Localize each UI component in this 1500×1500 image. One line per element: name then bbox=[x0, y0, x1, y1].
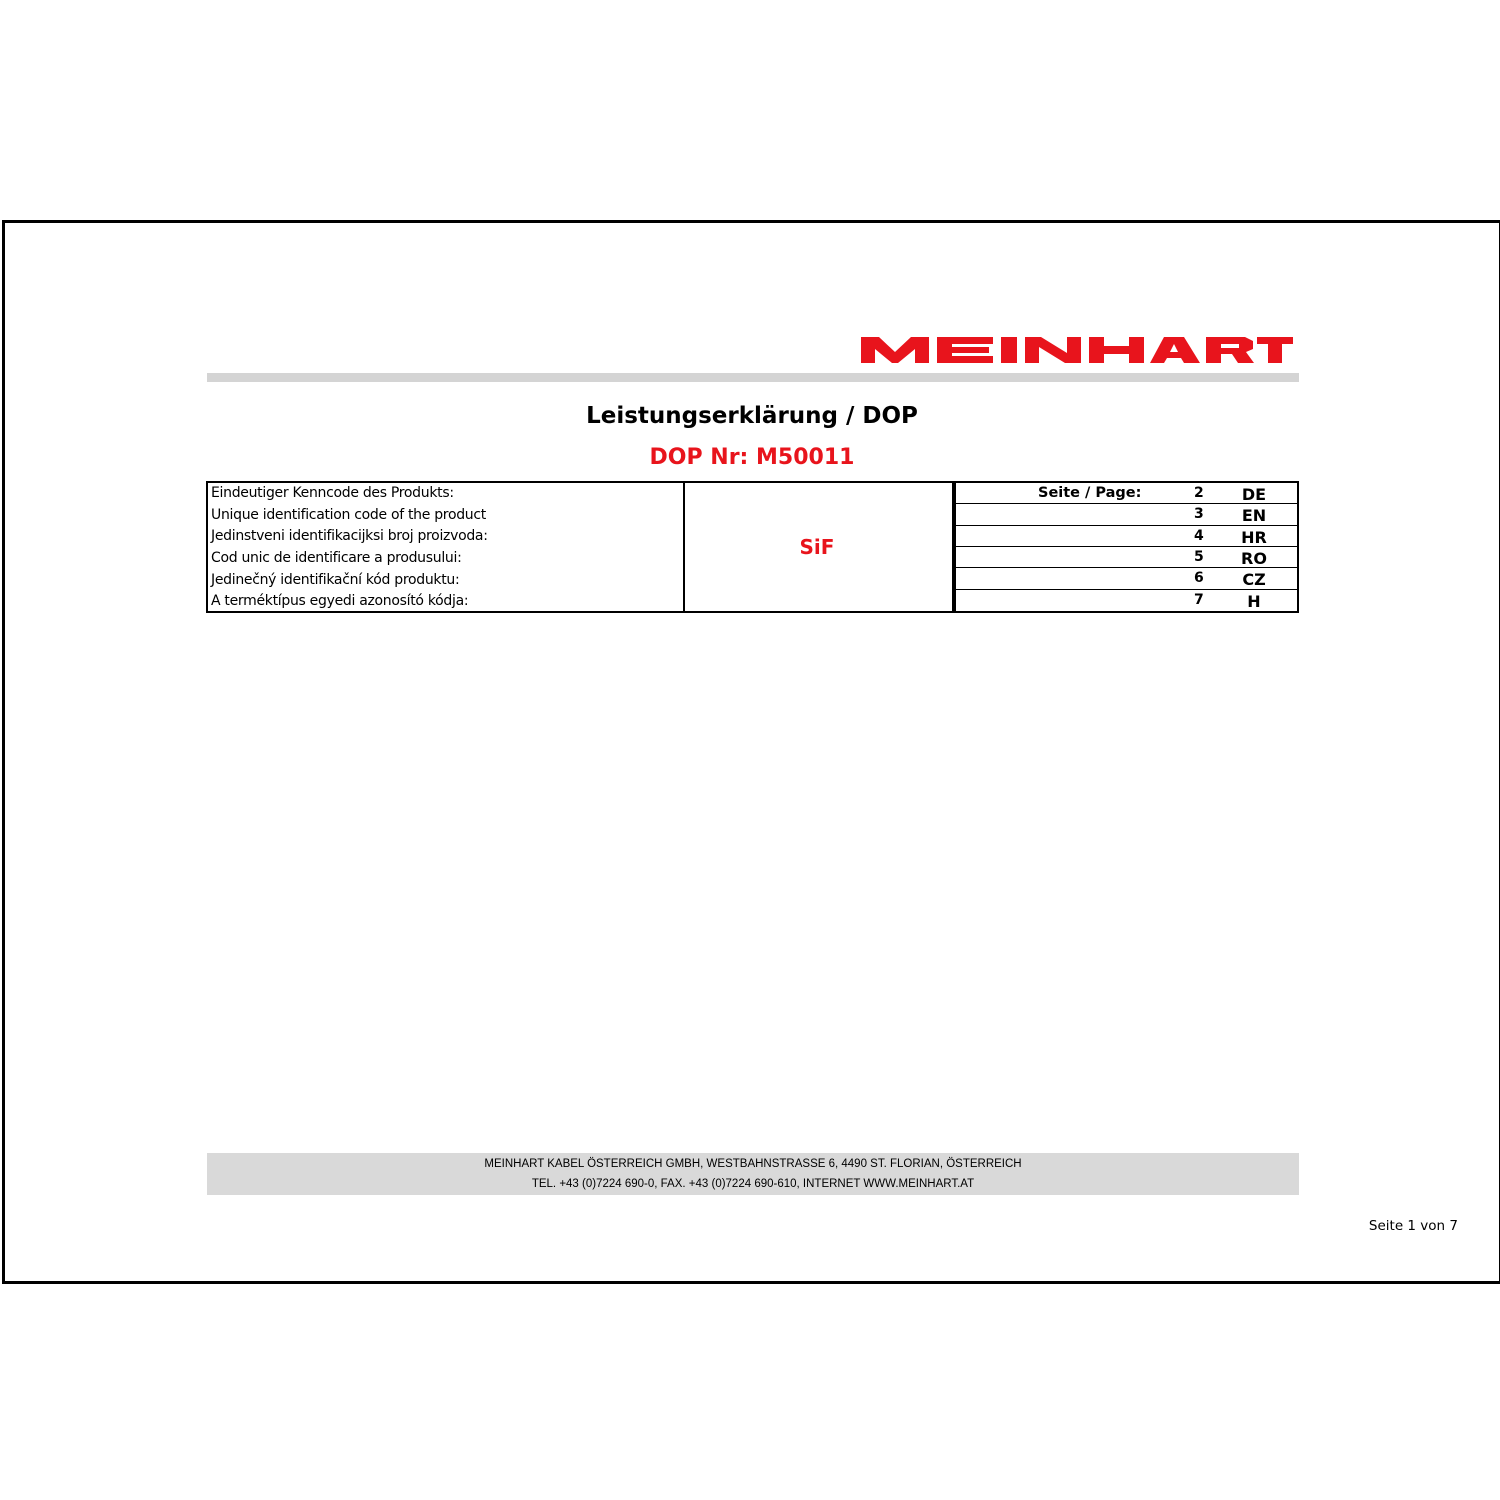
language-code: H bbox=[1247, 591, 1261, 611]
dop-number: DOP Nr: M50011 bbox=[649, 445, 855, 470]
page-counter: Seite 1 von 7 bbox=[1368, 1218, 1458, 1234]
id-label-h: A terméktípus egyedi azonosító kódja: bbox=[211, 593, 469, 610]
page-number: 2 bbox=[1194, 485, 1204, 501]
page-row-de bbox=[956, 483, 1297, 504]
footer-address: MEINHART KABEL ÖSTERREICH GMBH, WESTBAHNSTRASSE 6, 4490 ST. FLORIAN, ÖSTERREICH bbox=[484, 1158, 1022, 1170]
id-label-hr: Jedinstveni identifikacijksi broj proizvoda: bbox=[211, 528, 488, 545]
page-number: 3 bbox=[1194, 506, 1204, 523]
page-row-ro bbox=[956, 547, 1297, 568]
meinhart-logo bbox=[861, 337, 1293, 363]
page-row-cz bbox=[956, 568, 1297, 589]
page-number: 7 bbox=[1194, 591, 1204, 608]
id-label-en: Unique identification code of the product bbox=[211, 506, 486, 523]
language-code: DE bbox=[1241, 485, 1267, 504]
header-divider bbox=[207, 373, 1299, 382]
id-label-cz: Jedinečný identifikační kód produktu: bbox=[211, 571, 460, 588]
page-number: 5 bbox=[1194, 548, 1204, 565]
language-code: RO bbox=[1241, 548, 1267, 568]
page-row-en bbox=[956, 504, 1297, 525]
document-title: Leistungserklärung / DOP bbox=[586, 403, 918, 429]
language-code: EN bbox=[1241, 506, 1267, 526]
footer-contact: TEL. +43 (0)7224 690-0, FAX. +43 (0)7224 690-610, INTERNET WWW.MEINHART.AT bbox=[531, 1178, 975, 1190]
language-code: HR bbox=[1241, 527, 1267, 547]
page-number: 6 bbox=[1194, 570, 1204, 587]
page-row-h bbox=[956, 590, 1297, 611]
language-pages-table bbox=[954, 481, 1299, 613]
company-footer bbox=[207, 1153, 1299, 1195]
seite-page-label: Seite / Page: bbox=[1038, 485, 1142, 501]
product-code: SiF bbox=[799, 535, 835, 559]
page-row-hr bbox=[956, 526, 1297, 547]
id-label-de: Eindeutiger Kenncode des Produkts: bbox=[211, 485, 454, 501]
language-code: CZ bbox=[1242, 570, 1266, 590]
id-label-ro: Cod unic de identificare a produsului: bbox=[211, 550, 462, 567]
page-number: 4 bbox=[1194, 527, 1204, 544]
document-page bbox=[2, 220, 1500, 1284]
product-code-cell bbox=[682, 481, 954, 613]
identification-labels-cell bbox=[206, 481, 685, 613]
